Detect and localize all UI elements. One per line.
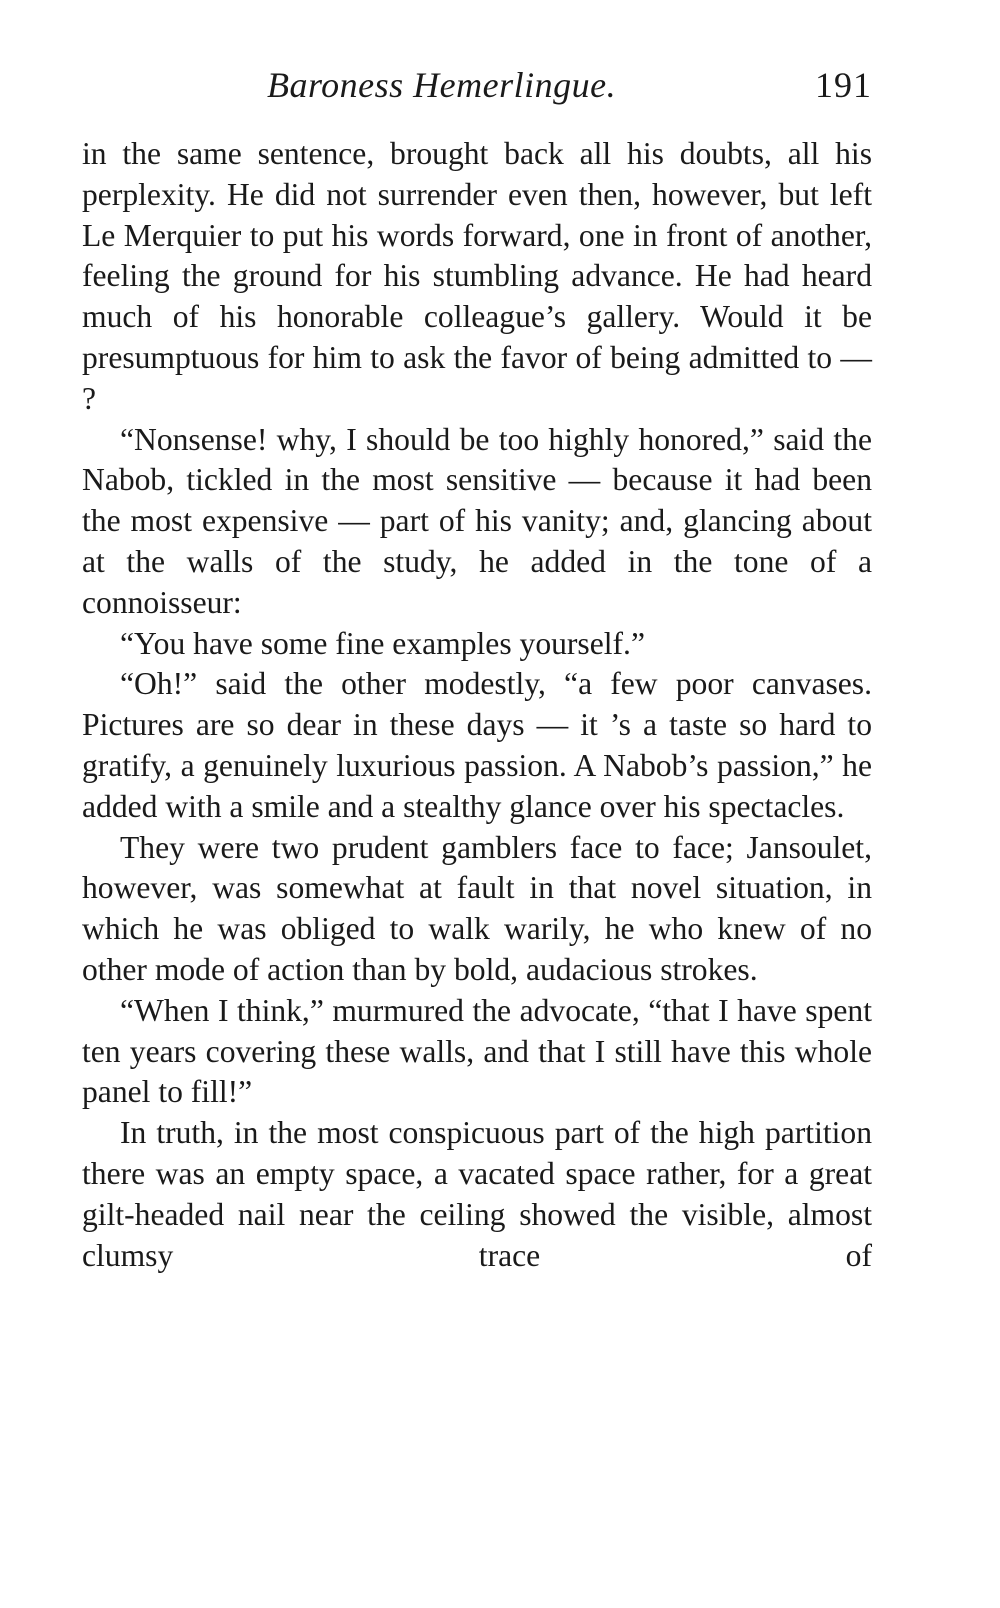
paragraph: In truth, in the most conspicuous part of the high partition there was an empty space, a vacated space rather, for a great gilt-headed nail near the ceiling showed the visible, almost clumsy trace of <box>82 1115 872 1273</box>
paragraph: “When I think,” murmured the advocate, “that I have spent ten years covering these walls, and that I still have this whole panel to fill!” <box>82 992 872 1110</box>
running-head <box>82 64 872 114</box>
paragraph: “You have some fine examples yourself.” <box>120 625 645 661</box>
paragraph: “Oh!” said the other modestly, “a few poor canvases. Pictures are so dear in these days — it ’s a taste so hard to gratify, a genuinely luxurious passion. A Nabob’s passion,” he added with a smile and a stealthy glance over his spectacles. <box>82 666 872 824</box>
page-number: 191 <box>815 65 872 105</box>
running-title: Baroness Hemerlingue. <box>267 65 617 105</box>
paragraph: They were two prudent gamblers face to face; Jansoulet, however, was somewhat at fault in that novel situation, in which he was obliged to walk warily, he who knew of no other mode of action than by bold, audacious strokes. <box>82 829 872 987</box>
paragraph: in the same sentence, brought back all his doubts, all his perplexity. He did not surrender even then, however, but left Le Merquier to put his words forward, one in front of another, feeling the ground for his stumbling advance. He had heard much of his honorable colleague’s gallery. Would it be presumptuous for him to ask the favor of being admitted to — ? <box>82 136 872 416</box>
body-text <box>82 134 872 1276</box>
paragraph: “Nonsense! why, I should be too highly honored,” said the Nabob, tickled in the most sensitive — because it had been the most expensive — part of his vanity; and, glancing about at the walls of the study, he added in the tone of a connoisseur: <box>82 421 872 620</box>
